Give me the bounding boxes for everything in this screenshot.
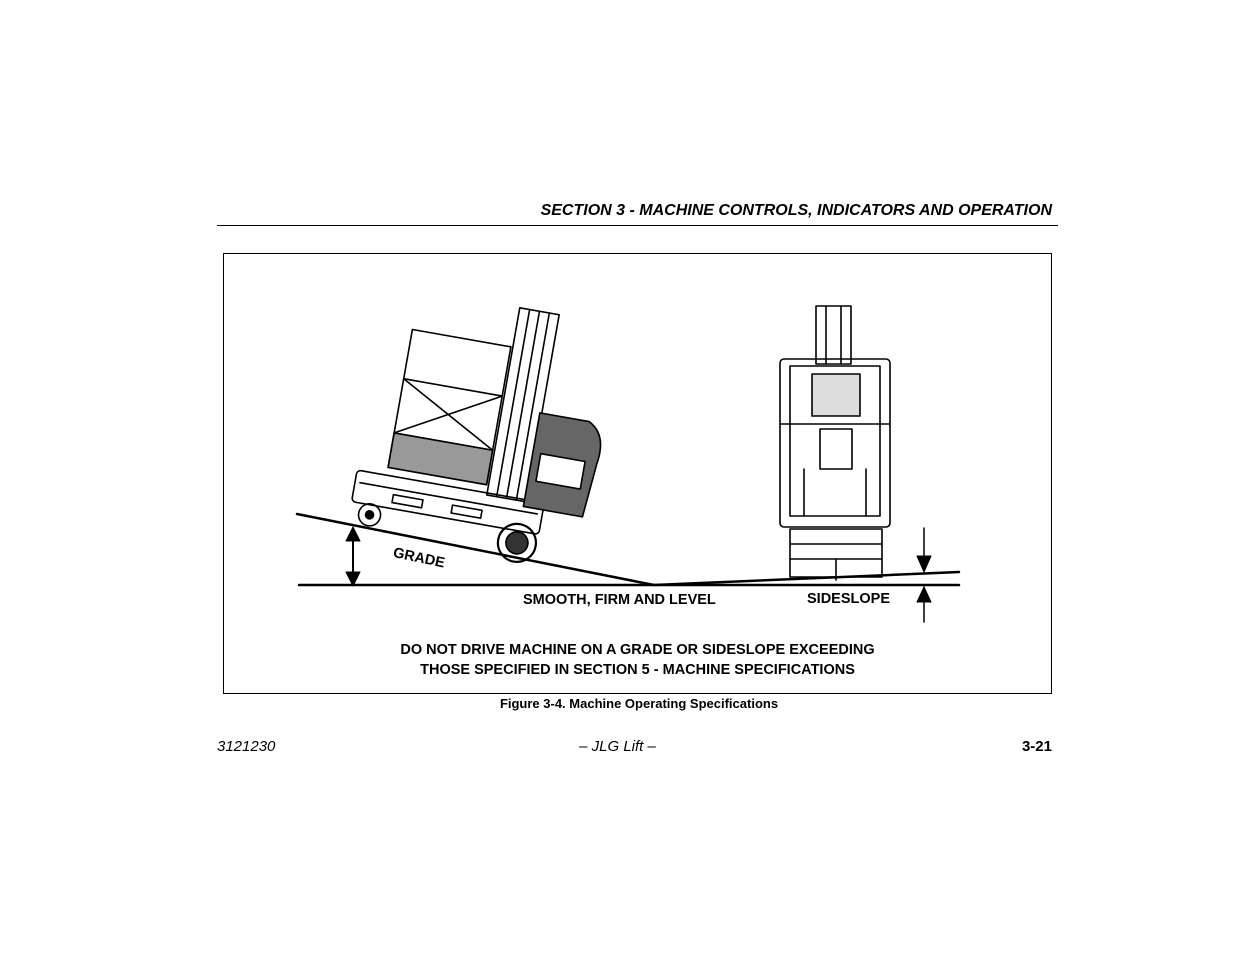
figure-frame xyxy=(223,253,1052,694)
machine-side-view-icon xyxy=(346,285,622,573)
sideslope-arrow-down-icon xyxy=(917,556,931,572)
section-header-title: SECTION 3 - MACHINE CONTROLS, INDICATORS AND OPERATION xyxy=(540,202,1052,219)
sideslope-label: SIDESLOPE xyxy=(807,591,890,607)
warning-line-2: THOSE SPECIFIED IN SECTION 5 - MACHINE SPECIFICATIONS xyxy=(420,662,855,678)
figure-caption: Figure 3-4. Machine Operating Specifications xyxy=(499,696,779,711)
footer-page-number: 3-21 xyxy=(1021,738,1052,755)
grade-arrow-head-up xyxy=(346,527,360,541)
grade-label: GRADE xyxy=(391,545,447,572)
footer-center-text: – JLG Lift – xyxy=(579,738,656,755)
sideslope-line xyxy=(654,572,959,585)
machine-operating-illustration xyxy=(224,254,1051,693)
machine-front-view-icon xyxy=(780,306,890,580)
sideslope-arrow-up-icon xyxy=(917,587,931,602)
footer-doc-number: 3121230 xyxy=(217,738,276,755)
header-divider xyxy=(217,225,1058,226)
warning-line-1: DO NOT DRIVE MACHINE ON A GRADE OR SIDESLOPE EXCEEDING xyxy=(400,642,875,658)
smooth-firm-level-label: SMOOTH, FIRM AND LEVEL xyxy=(523,592,716,608)
warning-text xyxy=(224,640,1051,680)
